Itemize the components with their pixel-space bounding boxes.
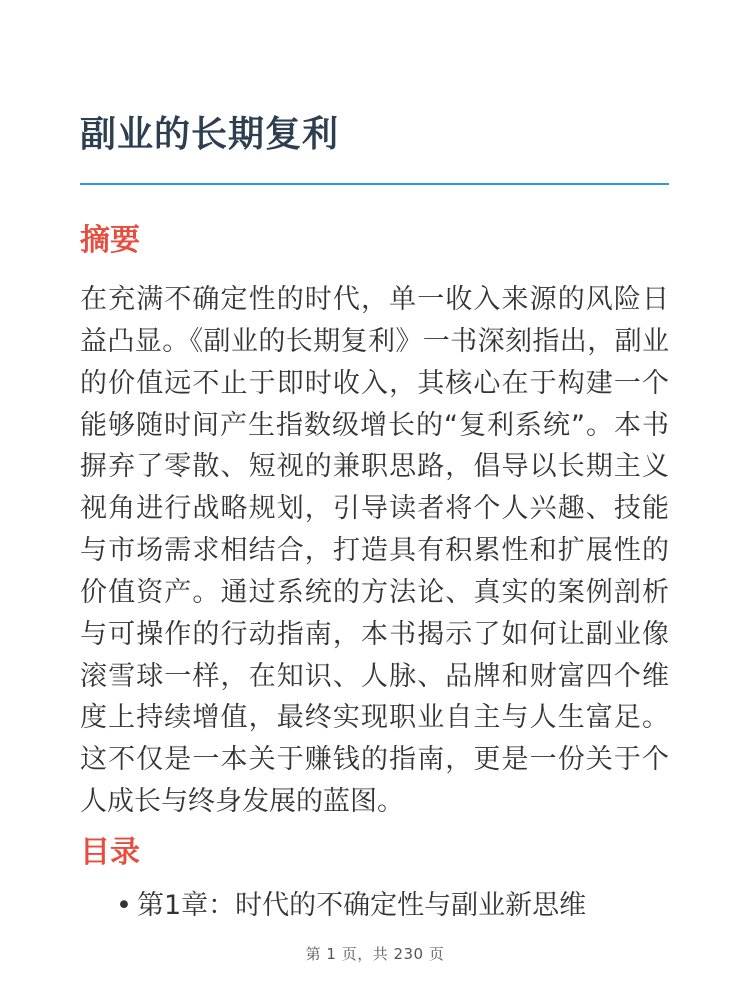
title-divider [80, 183, 669, 185]
toc-list [80, 886, 669, 927]
summary-heading: 摘要 [80, 223, 140, 258]
summary-paragraph: 在充满不确定性的时代，单一收入来源的风险日益凸显。《副业的长期复利》一书深刻指出，副业的价值远不止于即时收入，其核心在于构建一个能够随时间产生指数级增长的“复利系统”。本书摒弃了零散、短视的兼职思路，倡导以长期主义视角进行战略规划，引导读者将个人兴趣、技能与市场需求相结合，打造具有积累性和扩展性的价值资产。通过系统的方法论、真实的案例剖析与可操作的行动指南，本书揭示了如何让副业像滚雪球一样，在知识、人脉、品牌和财富四个维度上持续增值，最终实现职业自主与人生富足。这不仅是一本关于赚钱的指南，更是一份关于个人成长与终身发展的蓝图。 [80, 284, 669, 818]
bullet-icon: • [116, 889, 132, 921]
toc-item-chapter-1 [80, 886, 669, 927]
page-number-indicator: 第 1 页，共 230 页 [305, 945, 445, 963]
page-title: 副业的长期复利 [80, 114, 340, 155]
toc-heading: 目录 [80, 834, 140, 870]
toc-item-label: 第1章：时代的不确定性与副业新思维 [137, 889, 587, 921]
